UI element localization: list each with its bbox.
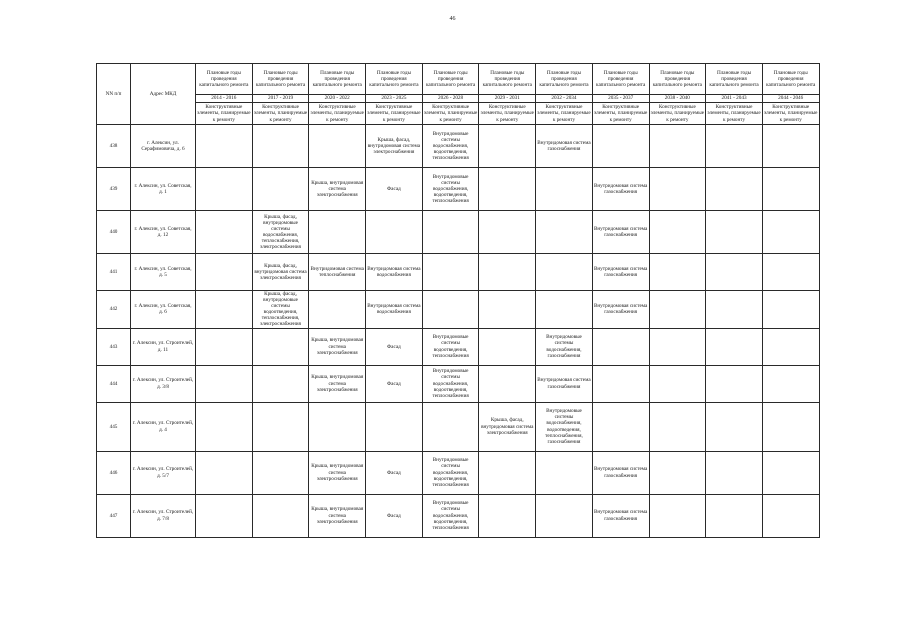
- row-cell: Внутридомовые системы водоснабжения, газоснабжения: [536, 328, 593, 365]
- header-num: NN п/п: [97, 64, 131, 125]
- row-cell: Крыша, фасад, внутридомовая система электроснабжения: [252, 254, 309, 291]
- header-elements-label: Конструктивные элементы, планируемые к ремонту: [423, 104, 478, 123]
- row-cell: [706, 328, 763, 365]
- header-period: 2032 - 2034: [536, 95, 593, 103]
- row-cell: Крыша, внутридомовая система электроснабжения: [309, 168, 366, 211]
- row-cell: [649, 125, 706, 168]
- row-cell: [252, 168, 309, 211]
- row-address: г. Алексин, ул. Советская, д. 12: [131, 211, 196, 254]
- row-cell: [592, 402, 649, 451]
- row-cell: [252, 494, 309, 537]
- table-row: [97, 168, 820, 211]
- header-row-plan: [97, 64, 820, 95]
- header-plan-label: Плановые годы проведения капитального ремонта: [309, 64, 366, 95]
- header-plan-label: Плановые годы проведения капитального ремонта: [706, 64, 763, 95]
- row-cell: Крыша, внутридомовая система электроснабжения: [309, 494, 366, 537]
- row-cell: [536, 451, 593, 494]
- header-elements-label: Конструктивные элементы, планируемые к ремонту: [480, 104, 534, 123]
- row-cell: Внутридомовые системы водоотведения, теплоснабжения: [422, 328, 479, 365]
- row-cell: [479, 494, 536, 537]
- table-row: [97, 291, 820, 329]
- row-cell: [422, 291, 479, 329]
- table-row: [97, 125, 820, 168]
- header-address: Адрес МКД: [131, 64, 196, 125]
- row-number: 446: [97, 451, 131, 494]
- row-cell: [762, 451, 819, 494]
- row-cell: [706, 451, 763, 494]
- row-cell: [252, 402, 309, 451]
- row-cell: [706, 125, 763, 168]
- header-plan-label: Плановые годы проведения капитального ремонта: [762, 64, 819, 95]
- row-cell: [592, 328, 649, 365]
- row-cell: Крыша, фасад, внутридомовые системы водоотведения, теплоснабжения, электроснабжения: [252, 291, 309, 329]
- row-cell: [762, 291, 819, 329]
- row-cell: Крыша, внутридомовая система электроснабжения: [309, 328, 366, 365]
- row-cell: [762, 211, 819, 254]
- row-cell: [762, 365, 819, 402]
- row-cell: [309, 402, 366, 451]
- header-plan-label: Плановые годы проведения капитального ремонта: [479, 64, 536, 95]
- row-cell: [479, 365, 536, 402]
- row-cell: [649, 402, 706, 451]
- row-cell: Внутридомовая система газоснабжения: [536, 125, 593, 168]
- table-row: [97, 211, 820, 254]
- row-cell: [706, 291, 763, 329]
- row-cell: Фасад: [366, 494, 423, 537]
- row-cell: [706, 494, 763, 537]
- table-row: [97, 494, 820, 537]
- header-period: 2026 - 2028: [422, 95, 479, 103]
- header-elements-label: Конструктивные элементы, планируемые к ремонту: [650, 104, 705, 123]
- row-cell: [536, 211, 593, 254]
- row-cell: Внутридомовые системы водоснабжения, водоотведения, теплоснабжения, газоснабжения: [536, 402, 593, 451]
- row-cell: [706, 402, 763, 451]
- row-cell: [479, 291, 536, 329]
- row-cell: [479, 328, 536, 365]
- row-cell: [592, 365, 649, 402]
- header-plan-label: Плановые годы проведения капитального ремонта: [196, 64, 253, 95]
- row-number: 445: [97, 402, 131, 451]
- row-cell: Внутридомовые системы водоснабжения, водоотведения, теплоснабжения: [422, 494, 479, 537]
- row-address: г. Алексин, ул. Серафимовича, д. 6: [131, 125, 196, 168]
- row-cell: [762, 254, 819, 291]
- row-cell: [479, 211, 536, 254]
- row-number: 439: [97, 168, 131, 211]
- row-cell: [762, 328, 819, 365]
- row-cell: Внутридомовая система водоснабжения: [366, 254, 423, 291]
- header-elements-label: Конструктивные элементы, планируемые к ремонту: [764, 104, 818, 123]
- row-cell: Внутридомовая система газоснабжения: [592, 451, 649, 494]
- row-cell: Внутридомовая система газоснабжения: [592, 211, 649, 254]
- row-cell: [649, 168, 706, 211]
- header-plan-label: Плановые годы проведения капитального ремонта: [649, 64, 706, 95]
- row-cell: [196, 291, 253, 329]
- row-cell: [196, 365, 253, 402]
- row-cell: [252, 125, 309, 168]
- header-elements-label: Конструктивные элементы, планируемые к ремонту: [253, 104, 308, 123]
- row-cell: Внутридомовая система теплоснабжения: [309, 254, 366, 291]
- row-cell: Внутридомовая система газоснабжения: [592, 168, 649, 211]
- row-cell: Крыша, фасад, внутридомовая система электроснабжения: [479, 402, 536, 451]
- row-cell: Внутридомовая система водоснабжения: [366, 291, 423, 329]
- table-row: [97, 451, 820, 494]
- row-cell: [422, 402, 479, 451]
- row-cell: Крыша, внутридомовая система электроснабжения: [309, 365, 366, 402]
- row-cell: Внутридомовые системы водоснабжения, водоотведения, теплоснабжения: [422, 365, 479, 402]
- row-address: г. Алексин, ул. Строителей, д. 3/8: [131, 365, 196, 402]
- row-cell: [366, 211, 423, 254]
- header-elements-label: Конструктивные элементы, планируемые к ремонту: [593, 104, 648, 123]
- row-cell: [479, 168, 536, 211]
- header-elements-label: Конструктивные элементы, планируемые к ремонту: [367, 104, 421, 123]
- header-plan-label: Плановые годы проведения капитального ремонта: [536, 64, 593, 95]
- row-cell: [422, 254, 479, 291]
- row-address: г. Алексин, ул. Строителей, д. 7/8: [131, 494, 196, 537]
- header-period: 2014 - 2016: [196, 95, 253, 103]
- header-period: 2041 - 2043: [706, 95, 763, 103]
- row-cell: [196, 125, 253, 168]
- row-cell: [762, 402, 819, 451]
- row-cell: [479, 125, 536, 168]
- table-row: [97, 402, 820, 451]
- row-address: г. Алексин, ул. Строителей, д. 4: [131, 402, 196, 451]
- row-cell: [706, 168, 763, 211]
- row-number: 442: [97, 291, 131, 329]
- row-cell: [196, 168, 253, 211]
- header-elements-label: Конструктивные элементы, планируемые к ремонту: [537, 104, 591, 123]
- row-number: 440: [97, 211, 131, 254]
- header-elements-label: Конструктивные элементы, планируемые к ремонту: [197, 104, 251, 123]
- repair-schedule-table: [96, 63, 820, 538]
- header-elements-label: Конструктивные элементы, планируемые к ремонту: [707, 104, 761, 123]
- header-period: 2017 - 2019: [252, 95, 309, 103]
- table-row: [97, 328, 820, 365]
- row-cell: Крыша, фасад, внутридомовая система электроснабжения: [366, 125, 423, 168]
- row-cell: Внутридомовая система газоснабжения: [592, 494, 649, 537]
- row-cell: [706, 254, 763, 291]
- row-cell: [479, 254, 536, 291]
- row-cell: Внутридомовая система газоснабжения: [536, 365, 593, 402]
- header-plan-label: Плановые годы проведения капитального ремонта: [422, 64, 479, 95]
- row-cell: [762, 168, 819, 211]
- header-period: 2044 - 2046: [762, 95, 819, 103]
- row-number: 447: [97, 494, 131, 537]
- row-cell: [649, 365, 706, 402]
- row-cell: [252, 328, 309, 365]
- page-number: 46: [449, 16, 456, 22]
- row-cell: [196, 254, 253, 291]
- row-cell: Внутридомовые системы водоснабжения, водоотведения, теплоснабжения: [422, 125, 479, 168]
- row-cell: [196, 402, 253, 451]
- row-cell: [196, 451, 253, 494]
- row-cell: Внутридомовая система газоснабжения: [592, 254, 649, 291]
- row-cell: Фасад: [366, 365, 423, 402]
- row-cell: [649, 211, 706, 254]
- row-address: г. Алексин, ул. Советская, д. 1: [131, 168, 196, 211]
- row-cell: [196, 211, 253, 254]
- row-cell: [536, 168, 593, 211]
- row-cell: [196, 494, 253, 537]
- header-period: 2038 - 2040: [649, 95, 706, 103]
- header-period: 2020 - 2022: [309, 95, 366, 103]
- row-cell: Внутридомовые системы водоснабжения, водоотведения, теплоснабжения: [422, 451, 479, 494]
- header-elements-label: Конструктивные элементы, планируемые к ремонту: [310, 104, 364, 123]
- row-cell: [649, 494, 706, 537]
- table-row: [97, 254, 820, 291]
- row-cell: [706, 211, 763, 254]
- header-plan-label: Плановые годы проведения капитального ремонта: [592, 64, 649, 95]
- row-address: г. Алексин, ул. Советская, д. 5: [131, 254, 196, 291]
- row-cell: Фасад: [366, 168, 423, 211]
- row-cell: Внутридомовая система газоснабжения: [592, 291, 649, 329]
- row-cell: Внутридомовые системы водоснабжения, водоотведения, теплоснабжения: [422, 168, 479, 211]
- row-address: г. Алексин, ул. Строителей, д. 11: [131, 328, 196, 365]
- row-cell: [706, 365, 763, 402]
- row-cell: Фасад: [366, 328, 423, 365]
- row-cell: Фасад: [366, 451, 423, 494]
- row-cell: [422, 211, 479, 254]
- row-cell: [536, 291, 593, 329]
- row-cell: [366, 402, 423, 451]
- row-cell: [309, 291, 366, 329]
- row-cell: [196, 328, 253, 365]
- row-number: 444: [97, 365, 131, 402]
- row-cell: [649, 451, 706, 494]
- header-period: 2035 - 2037: [592, 95, 649, 103]
- row-cell: [649, 328, 706, 365]
- header-period: 2023 - 2025: [366, 95, 423, 103]
- row-cell: [762, 494, 819, 537]
- row-cell: [252, 365, 309, 402]
- header-plan-label: Плановые годы проведения капитального ремонта: [252, 64, 309, 95]
- row-cell: [649, 291, 706, 329]
- row-number: 441: [97, 254, 131, 291]
- row-cell: [479, 451, 536, 494]
- row-cell: [536, 254, 593, 291]
- row-cell: Крыша, внутридомовая система электроснабжения: [309, 451, 366, 494]
- row-cell: [592, 125, 649, 168]
- header-row-years: [97, 95, 820, 103]
- row-number: 443: [97, 328, 131, 365]
- row-cell: [309, 125, 366, 168]
- row-address: г. Алексин, ул. Советская, д. 6: [131, 291, 196, 329]
- table-row: [97, 365, 820, 402]
- row-cell: [762, 125, 819, 168]
- row-cell: [649, 254, 706, 291]
- header-period: 2029 - 2031: [479, 95, 536, 103]
- row-address: г. Алексин, ул. Строителей, д. 5/7: [131, 451, 196, 494]
- row-number: 438: [97, 125, 131, 168]
- row-cell: [309, 211, 366, 254]
- row-cell: [252, 451, 309, 494]
- header-row-elements: [97, 103, 820, 125]
- header-plan-label: Плановые годы проведения капитального ремонта: [366, 64, 423, 95]
- row-cell: Крыша, фасад, внутридомовые системы водоснабжения, теплоснабжения, электроснабжения: [252, 211, 309, 254]
- row-cell: [536, 494, 593, 537]
